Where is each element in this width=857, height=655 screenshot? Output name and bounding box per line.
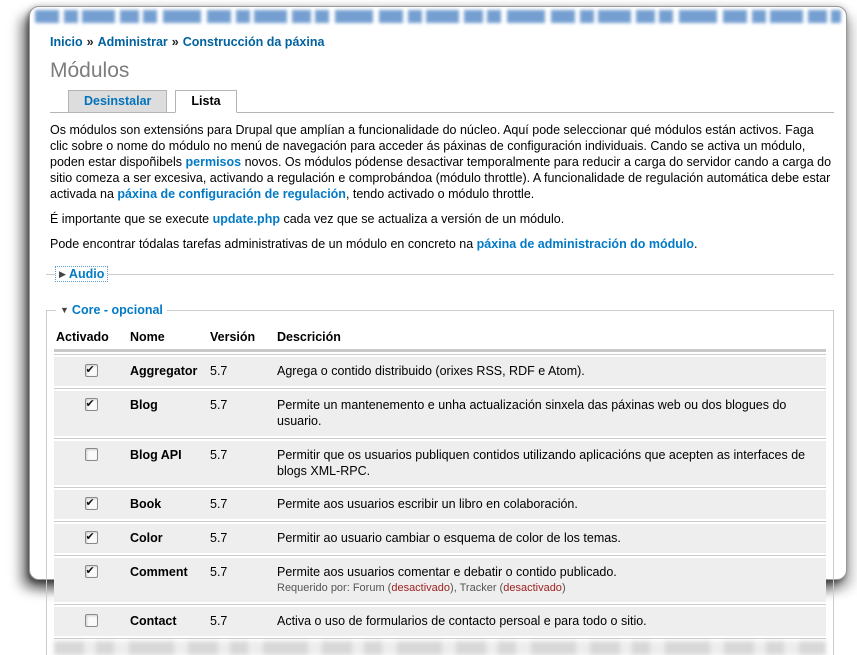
partial-row-censored — [54, 638, 826, 655]
comment-description-text: Permite aos usuarios comentar e debatir o contido publicado. — [277, 565, 617, 579]
table-row-wrap — [54, 438, 826, 486]
header-activado: Activado — [56, 330, 109, 344]
update-php-link[interactable]: update.php — [212, 212, 280, 226]
module-version: 5.7 — [210, 398, 228, 412]
blog-api-checkbox[interactable] — [85, 448, 98, 461]
comment-dependency-note — [277, 581, 818, 595]
module-description — [275, 564, 826, 596]
table-row-wrap — [54, 604, 826, 636]
fieldset-audio — [46, 267, 834, 288]
browser-window — [29, 6, 847, 628]
table-row-blog — [54, 391, 826, 436]
module-table — [54, 327, 826, 655]
intro-paragraph-2 — [50, 211, 834, 227]
table-row-comment — [54, 558, 826, 602]
table-row-wrap — [54, 354, 826, 386]
page-title: Módulos — [50, 59, 130, 82]
table-row-blog-api — [54, 441, 826, 486]
module-name: Book — [130, 497, 162, 511]
breadcrumb-separator: » — [86, 35, 94, 49]
table-row-aggregator — [54, 357, 826, 386]
intro-p3-text-a: Pode encontrar tódalas tarefas administrativas de un módulo en concreto na — [50, 237, 477, 251]
module-name: Aggregator — [130, 364, 198, 378]
intro-p2-text-a: É importante que se execute — [50, 212, 213, 226]
breadcrumb-link-inicio[interactable]: Inicio — [50, 35, 83, 49]
module-description: Activa o uso de formularios de contacto persoal e para todo o sitio. — [277, 613, 647, 628]
header-nome: Nome — [130, 330, 165, 344]
censored-links-bar — [35, 10, 841, 23]
tracker-disabled-status: desactivado — [503, 582, 562, 595]
forum-disabled-status: desactivado — [391, 582, 451, 595]
module-name: Comment — [130, 565, 188, 579]
table-row-wrap — [54, 521, 826, 553]
intro-p1-text-b: novos. Os módulos pódense desactivar temporalmente para reducir a carga do servidor cando a carga do sitio comeza a ser excesiva, activando a regulación e comprobándoa (módulo throttle). A funcionalidade de regulación automática debe estar activada na — [50, 155, 832, 201]
module-version: 5.7 — [210, 613, 228, 628]
note-text-b: ), Tracker ( — [450, 582, 504, 595]
module-version: 5.7 — [210, 447, 228, 462]
permisos-link[interactable]: permisos — [185, 155, 242, 169]
module-table-header — [54, 327, 826, 352]
breadcrumb — [50, 35, 834, 49]
intro-p3-text-b: . — [694, 237, 698, 251]
intro-text — [50, 122, 834, 252]
intro-paragraph-3 — [50, 236, 834, 252]
intro-p1-text-a: Os módulos son extensións para Drupal que amplían a funcionalidade do núcleo. Aquí pode seleccionar qué módulos están activos. Faga clic sobre o nome do módulo no menú de navegación para acceder ás páxinas de configuración individuais. Cando se activa un módulo, poden estar dispoñibels — [50, 123, 814, 169]
breadcrumb-separator: » — [171, 35, 179, 49]
breadcrumb-link-construccion[interactable]: Construcción da páxina — [182, 35, 325, 49]
module-description: Permitir ao usuario cambiar o esquema de color de los temas. — [277, 531, 621, 545]
header-version: Versión — [210, 330, 256, 344]
note-text-a: Requerido por: Forum ( — [277, 582, 392, 595]
fieldset-core-legend[interactable] — [56, 303, 167, 317]
fieldset-audio-legend[interactable] — [55, 266, 108, 282]
aggregator-checkbox[interactable] — [85, 364, 98, 377]
table-row-color — [54, 524, 826, 553]
color-checkbox[interactable] — [85, 531, 98, 544]
comment-checkbox[interactable] — [85, 565, 98, 578]
table-row-wrap — [54, 388, 826, 436]
module-version: 5.7 — [210, 364, 228, 378]
module-version: 5.7 — [210, 531, 228, 545]
module-name: Blog API — [130, 447, 182, 462]
module-description: Agrega o contido distribuido (orixes RSS, RDF e Atom). — [277, 364, 585, 378]
header-descricion: Descrición — [277, 330, 341, 344]
fieldset-audio-label: Audio — [68, 267, 105, 281]
module-name: Contact — [130, 613, 177, 628]
collapsed-arrow-icon: ▶ — [59, 269, 66, 279]
module-name: Color — [130, 531, 163, 545]
module-version: 5.7 — [210, 497, 228, 511]
tab-bar — [50, 90, 834, 113]
module-description: Permitir que os usuarios publiquen contidos utilizando aplicacións que acepten as interfaces de blogs XML-RPC. — [277, 447, 806, 478]
contact-checkbox[interactable] — [85, 614, 98, 627]
fieldset-core-opcional — [46, 303, 834, 655]
module-name: Blog — [130, 398, 158, 412]
expanded-arrow-icon: ▼ — [60, 305, 69, 315]
table-row-wrap — [54, 487, 826, 519]
page-content — [30, 23, 846, 655]
module-version: 5.7 — [210, 565, 228, 579]
note-text-c: ) — [561, 582, 566, 595]
tab-lista[interactable]: Lista — [175, 90, 236, 113]
table-row-contact — [54, 607, 826, 636]
intro-p1-text-c: , tendo activado o módulo throttle. — [345, 187, 535, 201]
censored-row-content — [54, 641, 826, 655]
table-row-book — [54, 490, 826, 519]
blog-checkbox[interactable] — [85, 398, 98, 411]
breadcrumb-link-administrar[interactable]: Administrar — [97, 35, 168, 49]
throttle-config-link[interactable]: páxina de configuración de regulación — [117, 187, 346, 201]
intro-p2-text-b: cada vez que se actualiza a versión de un módulo. — [279, 212, 565, 226]
module-description: Permite un mantenemento e unha actualización sinxela das páxinas web ou dos blogues do usuario. — [277, 398, 787, 429]
module-admin-link[interactable]: páxina de administración do módulo — [476, 237, 695, 251]
module-description: Permite aos usuarios escribir un libro en colaboración. — [277, 497, 578, 511]
tab-desinstalar[interactable]: Desinstalar — [68, 90, 167, 113]
fieldset-core-label: Core - opcional — [71, 303, 163, 317]
intro-paragraph-1 — [50, 122, 834, 202]
table-row-wrap — [54, 555, 826, 602]
book-checkbox[interactable] — [85, 497, 98, 510]
